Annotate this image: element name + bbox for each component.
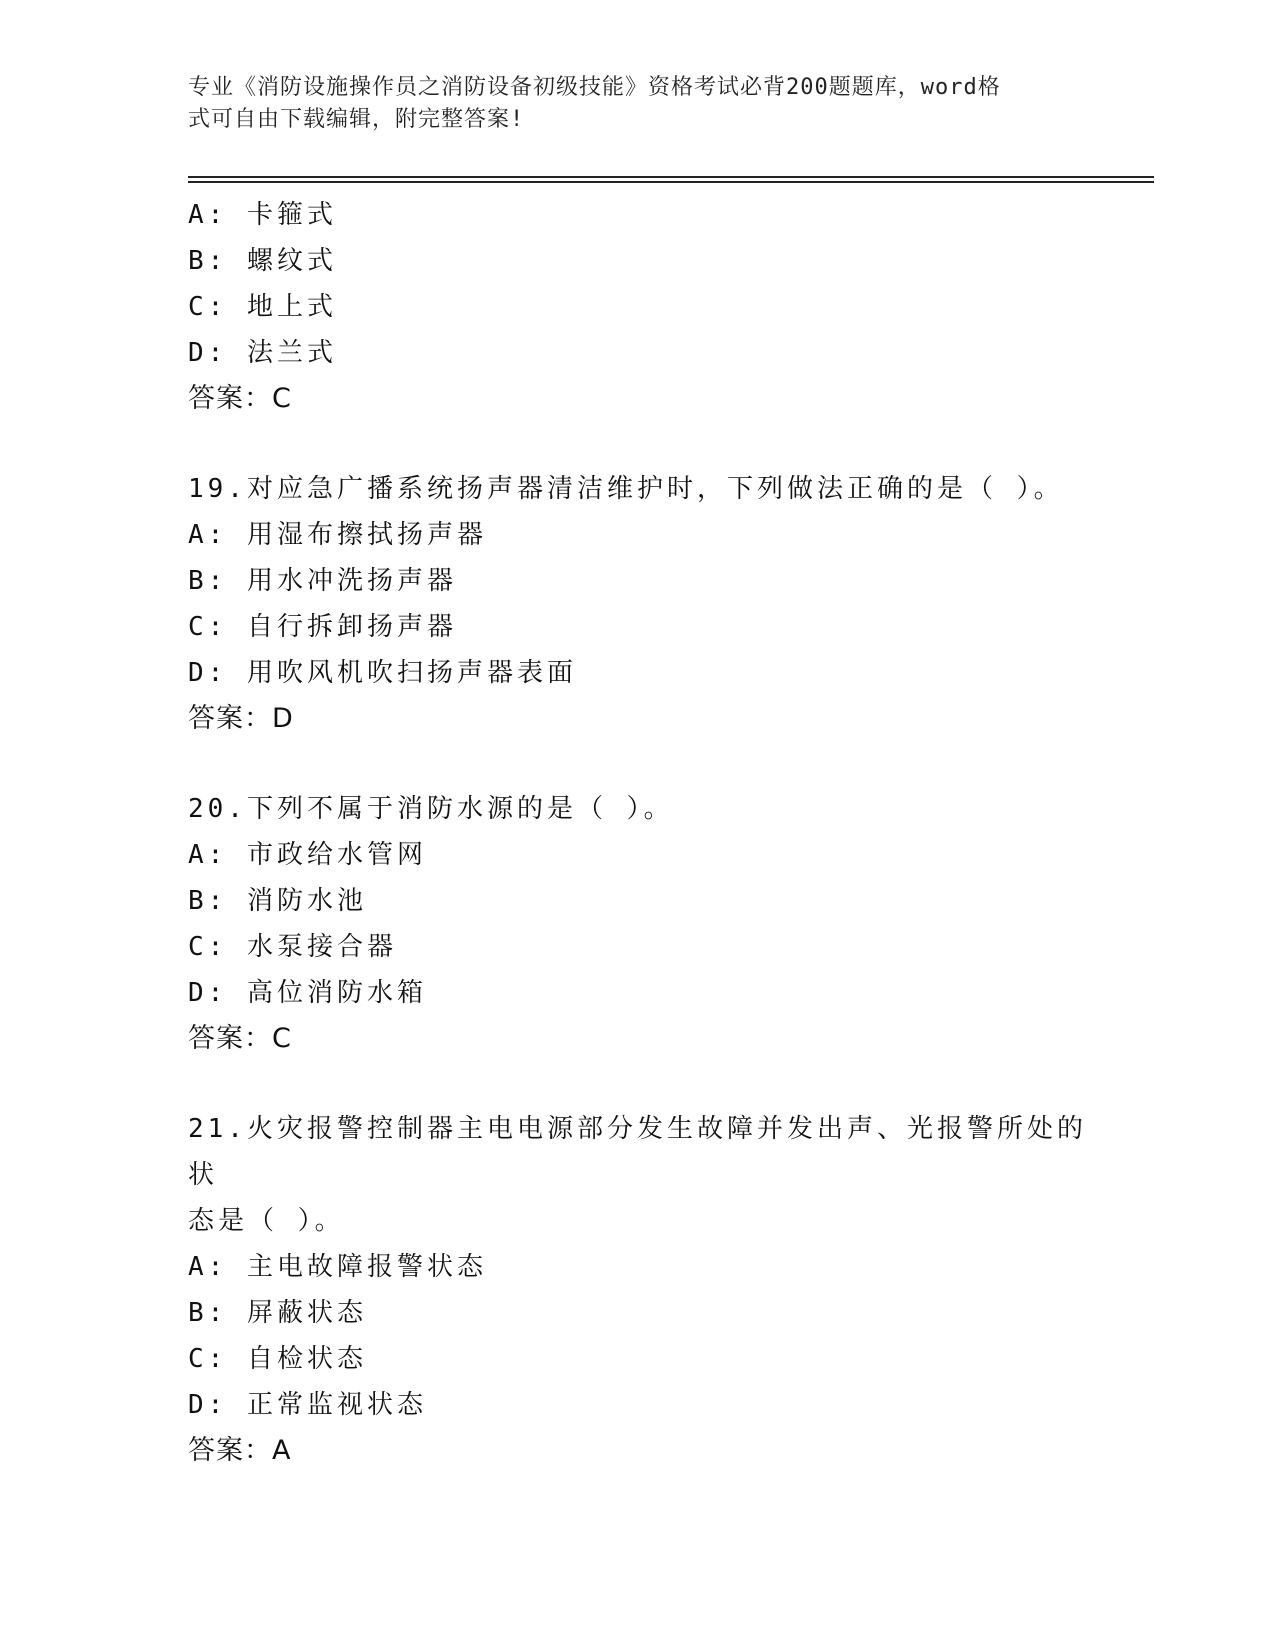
option-b: B: 用水冲洗扬声器 bbox=[188, 566, 457, 596]
option-a: A: 卡箍式 bbox=[188, 200, 337, 230]
question-19 bbox=[188, 466, 1088, 742]
question-18 bbox=[188, 192, 1088, 422]
option-b: B: 消防水池 bbox=[188, 886, 367, 916]
option-d: D: 用吹风机吹扫扬声器表面 bbox=[188, 658, 577, 688]
question-20 bbox=[188, 786, 1088, 1062]
option-a: A: 主电故障报警状态 bbox=[188, 1252, 487, 1282]
answer: 答案：C bbox=[188, 1023, 292, 1054]
option-c: C: 自检状态 bbox=[188, 1344, 367, 1374]
option-a: A: 用湿布擦拭扬声器 bbox=[188, 520, 487, 550]
question-text-line-2: 态是（ ）。 bbox=[188, 1206, 345, 1236]
question-21 bbox=[188, 1106, 1088, 1474]
option-c: C: 自行拆卸扬声器 bbox=[188, 612, 457, 642]
option-d: D: 高位消防水箱 bbox=[188, 978, 427, 1008]
answer: 答案：A bbox=[188, 1435, 292, 1466]
header-divider-bottom bbox=[188, 181, 1154, 183]
header-line-2: 式可自由下载编辑，附完整答案! bbox=[188, 107, 525, 132]
answer: 答案：D bbox=[188, 703, 294, 734]
option-b: B: 屏蔽状态 bbox=[188, 1298, 367, 1328]
option-d: D: 正常监视状态 bbox=[188, 1390, 427, 1420]
option-b: B: 螺纹式 bbox=[188, 246, 337, 276]
question-text-line-1: 21.火灾报警控制器主电电源部分发生故障并发出声、光报警所处的状 bbox=[188, 1114, 1087, 1190]
option-c: C: 地上式 bbox=[188, 292, 337, 322]
option-a: A: 市政给水管网 bbox=[188, 840, 427, 870]
document-header bbox=[188, 72, 1088, 136]
question-text: 19.对应急广播系统扬声器清洁维护时，下列做法正确的是（ ）。 bbox=[188, 474, 1064, 504]
option-d: D: 法兰式 bbox=[188, 338, 337, 368]
question-list bbox=[188, 192, 1088, 1474]
question-text: 20.下列不属于消防水源的是（ ）。 bbox=[188, 794, 674, 824]
option-c: C: 水泵接合器 bbox=[188, 932, 397, 962]
header-line-1: 专业《消防设施操作员之消防设备初级技能》资格考试必背200题题库，word格 bbox=[188, 75, 1001, 100]
answer: 答案：C bbox=[188, 383, 292, 414]
header-divider-top bbox=[188, 176, 1154, 178]
